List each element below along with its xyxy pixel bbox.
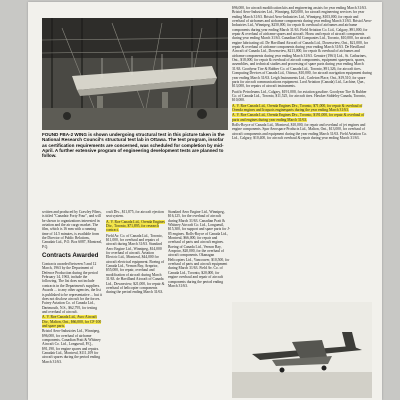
mid1-list: Field Av. Co. of Canada Ltd., Toronto, $11,000, for overhaul and repairs of aircraft during March 31/63. Standard Aero Engine Ltd., Winnipeg, $14,000 for overhaul of aircraft. Aviation Electric Ltd., Montreal, $44,000 for aircraft electrical equipment. Boeing of Canada Ltd., Vernon Bay, Arnprior, $55,000, for repair, overhaul and modification of aircraft during March 31/63. de Havilland Aircraft of Canada Ltd., Downsview, $21,000, for repair & overhaul of helicopter components during the period ending March 31/63. [106,233,165,295]
caption-text: is shown undergoing structural test in this picture taken in the National Research Council's structural test lab in Ottawa. The test program, insofar as certification requirements are concerned, was scheduled for completion by mid-April. A further extensive program of engineering development tests are planned to follow. [42,132,225,159]
photo-caption [42,132,228,158]
lower-middle-column-1 [106,210,166,296]
right-column-text-mid: Pacific Petroleums Ltd., Calgary, $191,000, for aviation gasoline. Goodyear Tire & Rubber Co. of Canada Ltd., Toronto, $11,525, for aircraft tires. Hawker Siddeley Canada, Toronto, $10,000. [232,89,367,103]
contracts-heading: Contracts Awarded [42,252,99,260]
magazine-page [28,2,382,400]
lower-middle-column-2 [168,210,230,289]
contracts-list-left: Bristol Aero-Industries Ltd., Winnipeg, $96,000, for overhaul of airframe components. Canadian Pratt & Whitney Aircraft Co. Ltd., Longueuil, P.Q., $91,190, for engine spares and repairs. Canadair Ltd., Montreal, $111,109 for aircraft spares during the period ending March 31/63. [42,329,101,364]
film-paragraph: written and produced by Crawley Films, is titled "Canadair Forty Four", and will be shown to organizations interested in aviation and the air cargo market. The film, which is 16 mm with a running time of 14.5 minutes, is available from the Director of Public Relations, Canadair Ltd., P.O. Box 6087, Montreal, P.Q. [42,210,102,249]
right-column-text-bottom: Rolls-Royce of Canada Ltd., Montreal, $10,000, for repair and overhaul of jet engines and engine components. Spar Aerospace Products Ltd., Malton, Ont., $13,000, for overhaul of aircraft components and equipment during the year ending March 31/63. Field Aviation Co. Ltd., Calgary, $10,400, for aircraft overhaul & repair during year ending March 31/63. [232,122,368,140]
mid1-lead: craft Div., $11,875, for aircraft ejection seat system. [106,210,164,219]
contracts-intro: Contracts awarded between 5 and 12 March, 1963 by the Department of Defence Production during the period February 14, 1963, include the following. The list does not include contracts in the Department's suppliers. Awards ... to any other agencies, the list is published to be representative ... but it does not disclose aircraft for the forces. Fairey Aviation Co. of Canada Ltd., Dartmouth, N.S., $62,795, for testing and overhaul of aircraft. [42,262,102,314]
wing-test-photo [42,18,228,130]
right-column [232,6,372,141]
highlighted-orenda-research-entry: A. V. Roe Canada Ltd., Orenda Engines Div., Toronto, $71,895, for research contract. [106,219,165,233]
lower-left-column [42,210,102,365]
highlighted-orenda-entry-1: A. V. Roe Canada Ltd., Orenda Engines Div., Toronto, $71,000, for repair & overhaul of Orenda engines and Iroquois enginesparts during the year ending March 31/63. [232,103,363,112]
caption-lead: FOUND FBA-2 WING [42,132,87,137]
right-column-text-top: $96,000, for aircraft modification kits and engineering assists for year ending March 31/63. Bristol Aero-Industries Ltd., Winnipeg, $20,000, for aircraft engineering services for year ending March 31/63. Bristol Aero-Industries Ltd., Winnipeg, $103,000, for repair and overhaul of airframes and airframe components during year ending March 31/63. Bristol Aero-Industries Ltd., Winnipeg, $250,000, for repair & overhaul of airframes and airframe components during year ending March 31/63. Field Aviation Co. Ltd., Calgary, $91,000, for repair & overhaul of airframe spares and aircraft. Hoaw and repair of aircraft components during year ending March 31/63. Canadian Oil Companies Ltd., Toronto, $10,000, for aircraft engine lubricating oil. De Havilland Aircraft of Canada Ltd., Downsview, Ont., $21,000, for repair & overhaul of airframe components during year ending March 31/63. De Havilland Aircraft of Canada Ltd., Downsview, $211,000, for repair & overhaul of airframes and airframe components during year ending March 31/63. Genaire (1961) Ltd., St. Catharines, Ont., $18,000, for repair & overhaul of aircraft components, equipment spareparts, spares, assemblies, and technical studies and processing of spare parts during year ending March 31/63. Goodyear Tire & Rubber Co. of Canada Ltd., Toronto, $91,326, for aircraft tires. Computing Devices of Canada Ltd., Ottawa, $10,000, for aircraft navigation equipment during year ending March 31/63. Leigh Instruments Ltd., Carleton Place, Ont., $19,510, for spare parts for aircraft communications equipment. Lord Aviation (Canada) Ltd., Lachine, Que., $13,000, for repairs of aircraft instruments. [232,6,372,89]
mid2-list: Standard Aero Engine Ltd., Winnipeg, $16,125, for the overhaul of aircraft during March 31/63. Canadian Pratt & Whitney Aircraft Co. Ltd., Longueuil, $15,300, for support and spare parts for J-85 engines. Rolls-Royce of Canada Ltd., Montreal, $66,000, for repair and overhaul of parts and aircraft engines. Boeing of Canada Ltd., Vernon Bay, Arnprior, $20,000, for the overhaul of aircraft components. Okanagan Helicopters Ltd., Vancouver, $10,500, for overhaul of parts and aircraft equipment during March 31/63. Field Av. Co. of Canada Ltd., Toronto, $20,000, for engine overhaul and repair of aircraft components during the period ending March 31/63. [168,210,230,288]
highlighted-avro-entry: A. V. Roe Canada Ltd., Avro Aircraft Div., Malton, Ont., $66,000, for CF-100 and spare parts. [42,315,102,328]
aircraft-photo [232,302,372,398]
highlighted-orenda-entry-2: A. V. Roe Canada Ltd., Orenda Engines Div., Toronto, $191,000, for repair & overhaul of parts and engines during year ending March 31/63. [232,113,365,122]
